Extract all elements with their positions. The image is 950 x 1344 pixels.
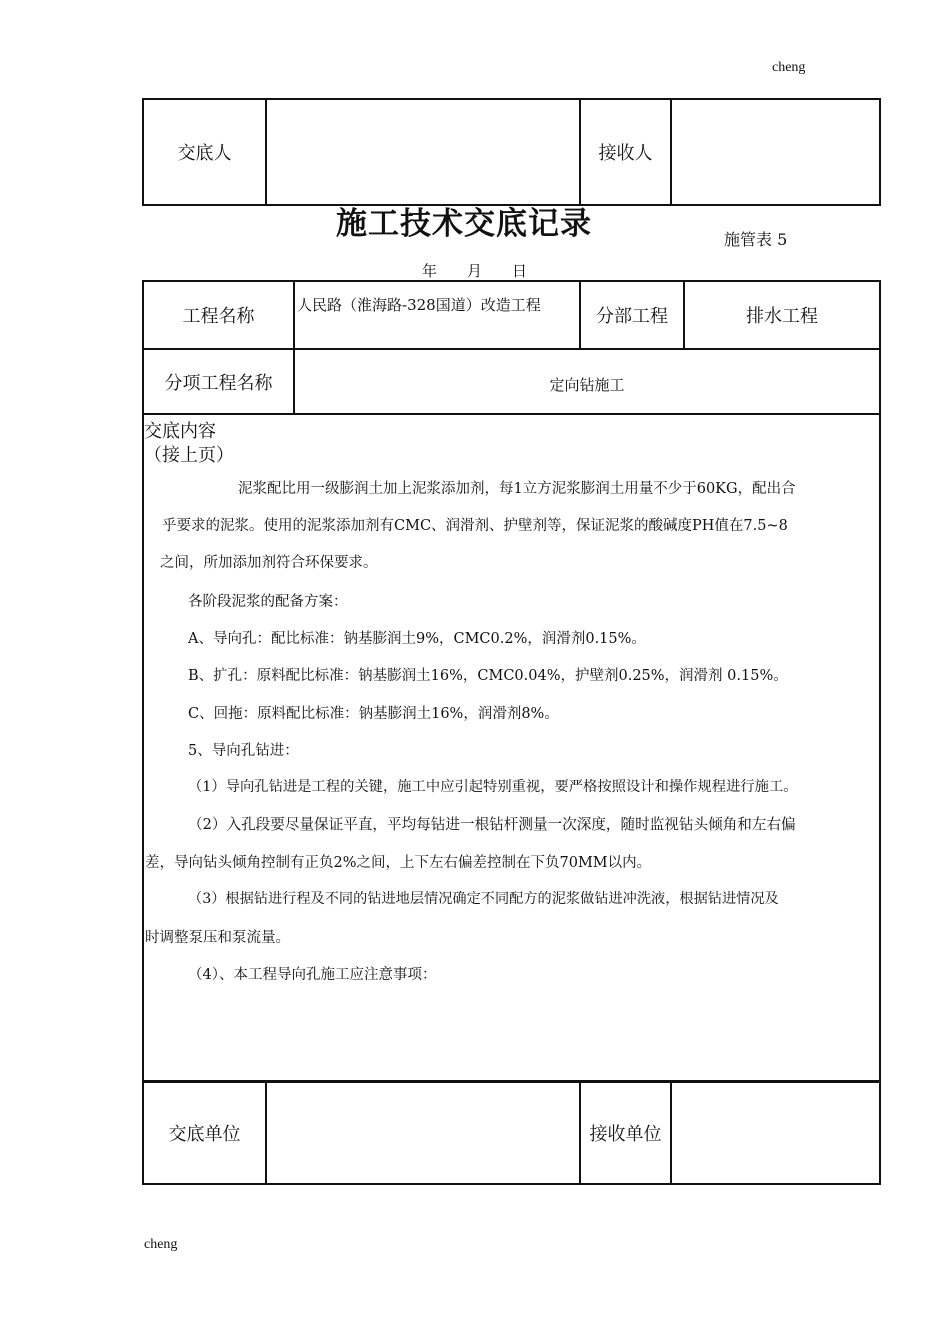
content-line: （1）导向孔钻进是工程的关键，施工中应引起特别重视，要严格按照设计和操作规程进行施工。 xyxy=(188,779,798,795)
content-line: 时调整泵压和泵流量。 xyxy=(145,930,290,946)
content-line: C、回拖：原料配比标准：钠基膨润土16%，润滑剂8%。 xyxy=(188,706,559,722)
content-line: 乎要求的泥浆。使用的泥浆添加剂有CMC、润滑剂、护壁剂等，保证泥浆的酸碱度PH值在7.5~8 xyxy=(162,518,788,534)
content-continued: （接上页） xyxy=(144,445,234,466)
giver-label: 交底人 xyxy=(177,143,232,164)
subitem-value: 定向钻施工 xyxy=(549,376,625,394)
content-line: 差，导向钻头倾角控制有正负2%之间，上下左右偏差控制在下负70MM以内。 xyxy=(145,855,652,871)
division-label: 分部工程 xyxy=(596,306,668,327)
giver-value-cell xyxy=(265,98,581,206)
page-title: 施工技术交底记录 xyxy=(336,206,592,242)
division-value: 排水工程 xyxy=(746,306,818,327)
receiver-unit-value-cell xyxy=(670,1080,881,1185)
division-value-cell xyxy=(683,280,881,350)
project-name-value-cell xyxy=(293,280,581,350)
giver-label-cell xyxy=(142,98,267,206)
receiver-unit-label: 接收单位 xyxy=(589,1123,662,1145)
content-line: （2）入孔段要尽量保证平直，平均每钻进一根钻杆测量一次深度，随时监视钻头倾角和左右偏 xyxy=(188,816,796,833)
content-line: （3）根据钻进行程及不同的钻进地层情况确定不同配方的泥浆做钻进冲洗液，根据钻进情况及 xyxy=(188,891,779,907)
receiver-label: 接收人 xyxy=(598,143,653,164)
subitem-label-cell xyxy=(142,348,295,415)
content-line: B、扩孔：原料配比标准：钠基膨润土16%，CMC0.04%，护壁剂0.25%，润滑剂 0.15%。 xyxy=(188,668,788,684)
subitem-value-cell xyxy=(293,348,881,415)
receiver-value-cell xyxy=(670,98,881,206)
content-line: 5、导向孔钻进： xyxy=(188,743,299,759)
form-number: 施管表 5 xyxy=(724,230,788,249)
content-line: A、导向孔：配比标准：钠基膨润土9%，CMC0.2%，润滑剂0.15%。 xyxy=(188,631,646,647)
receiver-unit-label-cell xyxy=(579,1080,672,1185)
date-line: 年 月 日 xyxy=(422,262,528,280)
project-name-label: 工程名称 xyxy=(182,306,255,327)
project-name-label-cell xyxy=(142,280,295,350)
content-line: 泥浆配比用一级膨润土加上泥浆添加剂，每1立方泥浆膨润土用量不少于60KG，配出合 xyxy=(238,481,796,497)
subitem-label: 分项工程名称 xyxy=(164,372,273,394)
giver-unit-value-cell xyxy=(265,1080,581,1185)
project-name-value: 人民路（淮海路-328国道）改造工程 xyxy=(297,296,541,314)
content-line: 之间，所加添加剂符合环保要求。 xyxy=(160,555,378,571)
giver-unit-label-cell xyxy=(142,1080,267,1185)
header-mark: cheng xyxy=(772,60,806,75)
division-label-cell xyxy=(579,280,685,350)
content-line: （4）、本工程导向孔施工应注意事项： xyxy=(188,967,437,983)
footer-mark: cheng xyxy=(144,1237,178,1252)
content-heading: 交底内容 xyxy=(144,421,216,442)
receiver-label-cell xyxy=(579,98,672,206)
content-line: 各阶段泥浆的配备方案： xyxy=(188,594,348,610)
giver-unit-label: 交底单位 xyxy=(168,1123,241,1145)
